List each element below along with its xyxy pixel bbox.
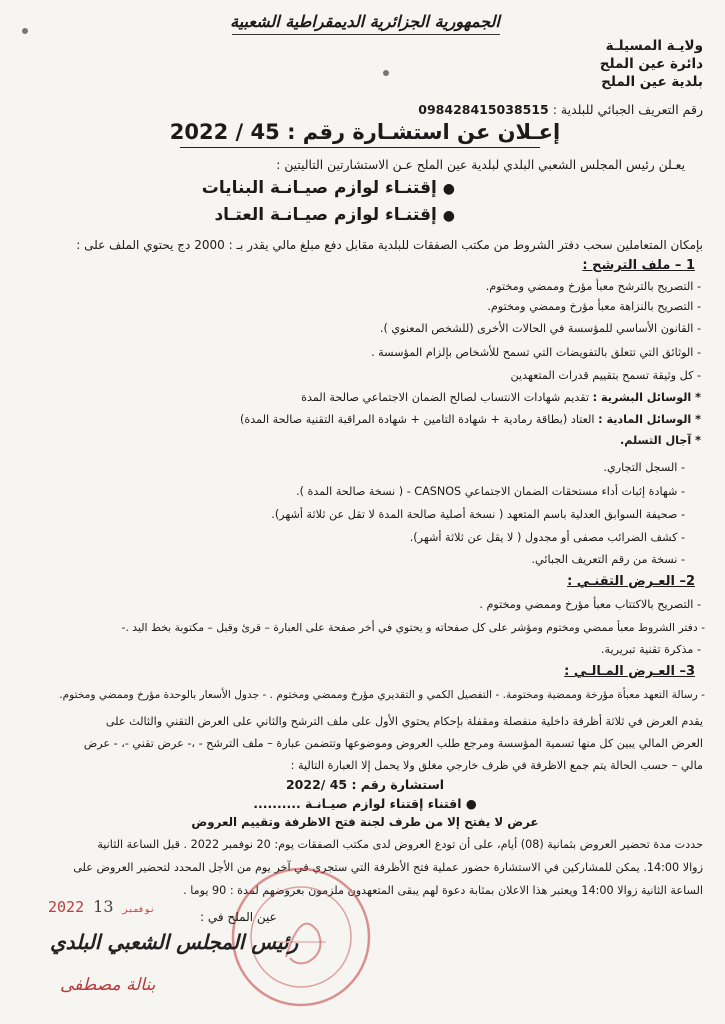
- punch-dot: [383, 70, 389, 76]
- outer-envelope-object: ● اقتناء إقتناء لوازم صيـانـة ..........: [253, 796, 477, 811]
- outer-envelope-notice: عرض لا يفتح إلا من طرف لجنة فتح الاظرفة وتقييم العروض: [191, 815, 539, 829]
- list-item: - التصريح بالاكتتاب معبأ مؤرخ وممضي ومختوم .: [479, 598, 701, 611]
- bullet-icon: ●: [442, 208, 455, 224]
- consultation-item: ●إقتنـاء لوازم صيـانـة العتـاد: [214, 205, 455, 225]
- consultation-item: ●إقتنـاء لوازم صيـانـة البنايات: [201, 178, 455, 198]
- signatory-title: رئيس المجلس الشعبي البلدي: [50, 930, 299, 954]
- bullet-icon: ●: [442, 181, 455, 197]
- tax-id-label: رقم التعريف الجبائي للبلدية :: [552, 102, 703, 117]
- wilaya-label: ولايـة المسيلـة: [605, 38, 703, 54]
- signatory-name: بنالة مصطفى: [60, 975, 156, 995]
- human-means-line: * الوسائل البشرية : تقديم شهادات الانتساب لصالح الضمان الاجتماعي صالحة المدة: [301, 391, 701, 404]
- list-item: - دفتر الشروط معبأ ممضي ومختوم ومؤشر على كل صفحاته و يحتوي في أخر صفحة على العبارة – قرئ وقبل – مكتوبة بخط اليد .-: [121, 621, 705, 634]
- title-underline: [180, 147, 540, 148]
- list-item: - القانون الأساسي للمؤسسة في الحالات الأخرى (للشخص المعنوي ).: [379, 322, 701, 335]
- deadline-text: الساعة الثانية زوالا 14:00 ويعتبر هذا الاعلان بمثابة دعوة لهم يبقى المتعهدون ملزمون بعروضهم لمدة : 90 يوما .: [183, 884, 703, 897]
- intro-text: يعـلن رئيس المجلس الشعبي البلدي لبلدية عين الملح عـن الاستشارتين التاليتين :: [276, 158, 685, 172]
- daira-label: دائرة عين الملح: [599, 56, 703, 72]
- republic-header: الجمهورية الجزائرية الديمقراطية الشعبية: [230, 12, 500, 31]
- material-means-line: * الوسائل المادية : العتاد (بطاقة رمادية + شهادة التامين + شهادة المراقبة التقنية صالحة المدة): [240, 413, 701, 426]
- list-item: - السجل التجاري.: [603, 461, 685, 474]
- deadline-text: حددت مدة تحضير العروض بثمانية (08) أيام، على أن تودع العروض لدى مكتب الصفقات يوم: 20 نوفمبر 2022 . قبل الساعة الثانية: [97, 838, 703, 851]
- list-item: - الوثائق التي تتعلق بالتفويضات التي تسمح للأشخاص بإلزام المؤسسة .: [371, 346, 701, 359]
- outer-envelope-ref: استشارة رقم : 45 /2022: [285, 777, 445, 792]
- punch-dot: [22, 28, 28, 34]
- envelope-text: مالي – حسب الحالة يتم جمع الاظرفة في ظرف خارجي مغلق ولا يحمل إلا العبارة التالية :: [290, 759, 703, 772]
- list-item: - مذكرة تقنية تبريرية.: [600, 643, 701, 656]
- tax-id-line: [418, 102, 703, 117]
- list-item: - رسالة التعهد معبأة مؤرخة وممضية ومختومة. - التفصيل الكمي و التقديري مؤرخ وممضي ومختوم . - جدول الأسعار بالوحدة مؤرخ وممضي ومختوم.: [59, 689, 705, 701]
- deadline-text: زوالا 14:00. يمكن للمشاركين في الاستشارة حضور عملية فتح الأظرفة التي ستجري في آخر يوم من الأجل المحدد لتحضير العروض على: [73, 861, 703, 874]
- delivery-heading: * آجال التسلم.: [619, 434, 701, 447]
- commune-label: بلدية عين الملح: [601, 74, 703, 90]
- list-item: - نسخة من رقم التعريف الجبائي.: [531, 553, 685, 566]
- list-item: - صحيفة السوابق العدلية باسم المتعهد ( نسخة أصلية صالحة المدة لا تقل عن ثلاثة أشهر).: [271, 508, 685, 521]
- list-item: - كشف الضرائب مصفى أو مجدول ( لا يقل عن ثلاثة أشهر).: [409, 531, 685, 544]
- list-item: - شهادة إثبات أداء مستحقات الضمان الاجتماعي CASNOS - ( نسخة صالحة المدة ).: [296, 485, 685, 498]
- section2-heading: 2– العـرض التقنـي :: [567, 574, 695, 589]
- list-item: - التصريح بالترشح معبأ مؤرخ وممضي ومختوم.: [485, 280, 701, 293]
- section3-heading: 3– العـرض المـالـي :: [564, 664, 695, 679]
- place-label: عين الملح في :: [200, 910, 277, 924]
- signature-date: 2022 نوفمبر 13: [48, 897, 156, 916]
- header-underline: [232, 34, 500, 35]
- envelope-text: يقدم العرض في ثلاثة أظرفة داخلية منفصلة ومقفلة بإحكام يحتوي الأول على ملف الترشح والثاني على العرض التقني والثالث على: [105, 715, 703, 728]
- access-text: بإمكان المتعاملين سحب دفتر الشروط من مكتب الصفقات للبلدية مقابل دفع مبلغ مالي يقدر بـ : 2000 دج يحتوي الملف على :: [76, 238, 703, 252]
- section1-heading: 1 – ملف الترشح :: [582, 258, 695, 273]
- list-item: - التصريح بالنزاهة معبأ مؤرخ وممضي ومختوم.: [487, 300, 701, 313]
- tax-id-value: 098428415038515: [418, 102, 549, 117]
- envelope-text: العرض المالي يبين كل منها تسمية المؤسسة ومرجع طلب العروض وموضوعها وتتضمن عبارة – ملف الترشح - ،- عرض تقني -، - عرض: [83, 737, 703, 750]
- page-title: إعـلان عن استشـارة رقم : 45 / 2022: [169, 120, 561, 144]
- list-item: - كل وثيقة تسمح بتقييم قدرات المتعهدين: [510, 369, 701, 382]
